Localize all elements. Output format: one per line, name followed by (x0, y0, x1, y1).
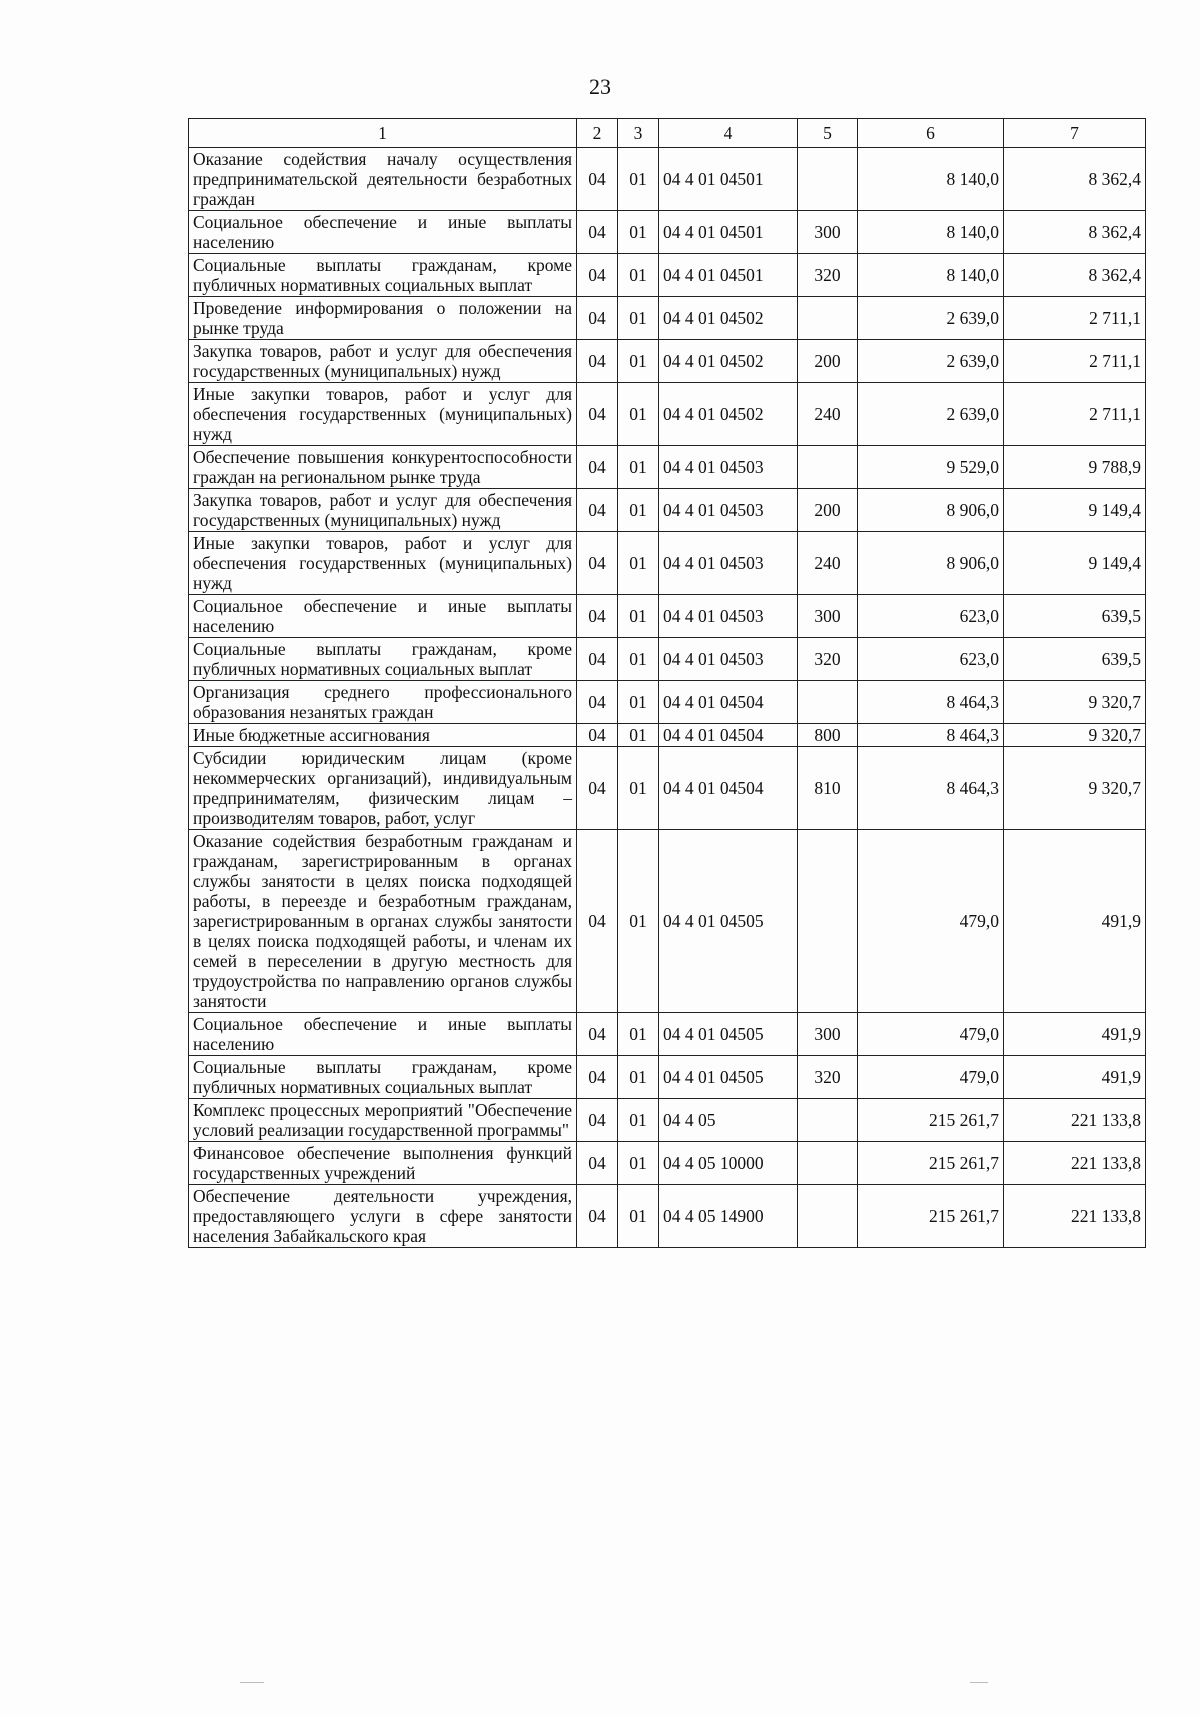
row-name: Проведение информирования о положении на рынке труда (189, 297, 577, 340)
row-subsection: 01 (618, 1142, 659, 1185)
row-subsection: 01 (618, 1056, 659, 1099)
scan-line (240, 1682, 264, 1683)
page-number: 23 (589, 74, 611, 99)
row-amount-year2: 9 320,7 (1004, 747, 1146, 830)
row-amount-year2: 491,9 (1004, 1056, 1146, 1099)
row-subsection: 01 (618, 340, 659, 383)
row-section: 04 (577, 340, 618, 383)
row-amount-year2: 221 133,8 (1004, 1099, 1146, 1142)
row-target-code: 04 4 01 04502 (659, 383, 798, 446)
row-expense-type (798, 297, 858, 340)
table-row (189, 1013, 1146, 1056)
row-name: Организация среднего профессионального образования незанятых граждан (189, 681, 577, 724)
row-name: Субсидии юридическим лицам (кроме некоммерческих организаций), индивидуальным предпринимателям, физическим лицам – производителям товаров, работ, услуг (189, 747, 577, 830)
row-expense-type: 300 (798, 211, 858, 254)
scan-line (970, 1682, 988, 1683)
row-amount-year2: 8 362,4 (1004, 254, 1146, 297)
row-amount-year1: 215 261,7 (858, 1142, 1004, 1185)
table-row (189, 724, 1146, 747)
row-target-code: 04 4 01 04505 (659, 830, 798, 1013)
row-name: Закупка товаров, работ и услуг для обеспечения государственных (муниципальных) нужд (189, 340, 577, 383)
table-row (189, 1142, 1146, 1185)
row-amount-year2: 8 362,4 (1004, 148, 1146, 211)
row-name: Финансовое обеспечение выполнения функций государственных учреждений (189, 1142, 577, 1185)
row-target-code: 04 4 01 04503 (659, 595, 798, 638)
row-subsection: 01 (618, 1013, 659, 1056)
row-subsection: 01 (618, 595, 659, 638)
row-target-code: 04 4 01 04504 (659, 724, 798, 747)
row-section: 04 (577, 489, 618, 532)
row-amount-year2: 639,5 (1004, 595, 1146, 638)
row-name: Оказание содействия началу осуществления предпринимательской деятельности безработных граждан (189, 148, 577, 211)
row-amount-year2: 9 320,7 (1004, 724, 1146, 747)
row-subsection: 01 (618, 211, 659, 254)
row-target-code: 04 4 05 14900 (659, 1185, 798, 1248)
row-amount-year1: 623,0 (858, 638, 1004, 681)
table-row (189, 446, 1146, 489)
table-row (189, 830, 1146, 1013)
row-amount-year2: 2 711,1 (1004, 340, 1146, 383)
row-section: 04 (577, 681, 618, 724)
row-amount-year1: 8 140,0 (858, 148, 1004, 211)
table-row (189, 254, 1146, 297)
row-amount-year1: 215 261,7 (858, 1185, 1004, 1248)
row-amount-year2: 2 711,1 (1004, 383, 1146, 446)
row-amount-year2: 221 133,8 (1004, 1142, 1146, 1185)
row-amount-year1: 8 906,0 (858, 532, 1004, 595)
row-amount-year2: 2 711,1 (1004, 297, 1146, 340)
column-header-5: 5 (798, 119, 858, 148)
row-section: 04 (577, 595, 618, 638)
row-expense-type: 800 (798, 724, 858, 747)
row-subsection: 01 (618, 383, 659, 446)
row-target-code: 04 4 01 04504 (659, 681, 798, 724)
row-section: 04 (577, 638, 618, 681)
row-target-code: 04 4 05 (659, 1099, 798, 1142)
row-expense-type: 240 (798, 383, 858, 446)
column-header-7: 7 (1004, 119, 1146, 148)
row-amount-year1: 9 529,0 (858, 446, 1004, 489)
row-section: 04 (577, 532, 618, 595)
row-target-code: 04 4 01 04502 (659, 340, 798, 383)
row-name: Комплекс процессных мероприятий "Обеспечение условий реализации государственной программы" (189, 1099, 577, 1142)
table-row (189, 638, 1146, 681)
row-expense-type (798, 681, 858, 724)
row-section: 04 (577, 1056, 618, 1099)
row-target-code: 04 4 01 04501 (659, 254, 798, 297)
row-target-code: 04 4 01 04505 (659, 1056, 798, 1099)
row-amount-year2: 9 149,4 (1004, 532, 1146, 595)
row-subsection: 01 (618, 1185, 659, 1248)
table-row (189, 211, 1146, 254)
row-section: 04 (577, 830, 618, 1013)
row-section: 04 (577, 148, 618, 211)
row-amount-year1: 8 140,0 (858, 211, 1004, 254)
row-target-code: 04 4 01 04501 (659, 148, 798, 211)
row-subsection: 01 (618, 747, 659, 830)
row-target-code: 04 4 05 10000 (659, 1142, 798, 1185)
row-section: 04 (577, 1185, 618, 1248)
table-row (189, 148, 1146, 211)
row-expense-type: 810 (798, 747, 858, 830)
row-amount-year1: 215 261,7 (858, 1099, 1004, 1142)
row-target-code: 04 4 01 04503 (659, 489, 798, 532)
row-amount-year2: 639,5 (1004, 638, 1146, 681)
row-amount-year1: 479,0 (858, 1013, 1004, 1056)
row-amount-year1: 2 639,0 (858, 297, 1004, 340)
row-amount-year1: 8 906,0 (858, 489, 1004, 532)
row-amount-year1: 8 464,3 (858, 681, 1004, 724)
row-expense-type: 300 (798, 1013, 858, 1056)
row-subsection: 01 (618, 489, 659, 532)
row-expense-type: 320 (798, 1056, 858, 1099)
row-target-code: 04 4 01 04503 (659, 446, 798, 489)
row-amount-year1: 623,0 (858, 595, 1004, 638)
row-expense-type: 200 (798, 489, 858, 532)
budget-table (188, 118, 1146, 1248)
row-name: Социальное обеспечение и иные выплаты населению (189, 211, 577, 254)
row-target-code: 04 4 01 04503 (659, 532, 798, 595)
row-name: Закупка товаров, работ и услуг для обеспечения государственных (муниципальных) нужд (189, 489, 577, 532)
table-row (189, 1185, 1146, 1248)
row-section: 04 (577, 747, 618, 830)
column-header-4: 4 (659, 119, 798, 148)
row-amount-year1: 8 464,3 (858, 724, 1004, 747)
column-header-6: 6 (858, 119, 1004, 148)
row-amount-year1: 2 639,0 (858, 340, 1004, 383)
row-expense-type (798, 446, 858, 489)
row-name: Иные закупки товаров, работ и услуг для обеспечения государственных (муниципальных) нужд (189, 383, 577, 446)
row-target-code: 04 4 01 04505 (659, 1013, 798, 1056)
row-section: 04 (577, 297, 618, 340)
table-row (189, 595, 1146, 638)
row-name: Социальное обеспечение и иные выплаты населению (189, 1013, 577, 1056)
row-amount-year2: 221 133,8 (1004, 1185, 1146, 1248)
row-subsection: 01 (618, 724, 659, 747)
table-row (189, 1056, 1146, 1099)
row-name: Иные закупки товаров, работ и услуг для обеспечения государственных (муниципальных) нужд (189, 532, 577, 595)
row-amount-year2: 491,9 (1004, 1013, 1146, 1056)
row-section: 04 (577, 1013, 618, 1056)
row-target-code: 04 4 01 04503 (659, 638, 798, 681)
row-section: 04 (577, 724, 618, 747)
row-section: 04 (577, 1099, 618, 1142)
table-row (189, 340, 1146, 383)
row-expense-type: 240 (798, 532, 858, 595)
row-name: Иные бюджетные ассигнования (189, 724, 577, 747)
row-amount-year2: 9 149,4 (1004, 489, 1146, 532)
row-section: 04 (577, 211, 618, 254)
row-section: 04 (577, 1142, 618, 1185)
row-expense-type (798, 1099, 858, 1142)
column-header-1: 1 (189, 119, 577, 148)
row-subsection: 01 (618, 254, 659, 297)
row-expense-type (798, 1142, 858, 1185)
table-row (189, 747, 1146, 830)
table-body (189, 148, 1146, 1248)
row-name: Социальные выплаты гражданам, кроме публичных нормативных социальных выплат (189, 638, 577, 681)
row-target-code: 04 4 01 04504 (659, 747, 798, 830)
row-name: Социальное обеспечение и иные выплаты населению (189, 595, 577, 638)
row-amount-year1: 479,0 (858, 1056, 1004, 1099)
column-header-2: 2 (577, 119, 618, 148)
row-amount-year1: 2 639,0 (858, 383, 1004, 446)
row-target-code: 04 4 01 04502 (659, 297, 798, 340)
row-amount-year1: 8 464,3 (858, 747, 1004, 830)
row-section: 04 (577, 446, 618, 489)
row-expense-type: 200 (798, 340, 858, 383)
row-subsection: 01 (618, 830, 659, 1013)
row-name: Обеспечение деятельности учреждения, предоставляющего услуги в сфере занятости населения Забайкальского края (189, 1185, 577, 1248)
row-amount-year2: 8 362,4 (1004, 211, 1146, 254)
row-name: Обеспечение повышения конкурентоспособности граждан на региональном рынке труда (189, 446, 577, 489)
header-row (189, 119, 1146, 148)
row-subsection: 01 (618, 638, 659, 681)
row-subsection: 01 (618, 532, 659, 595)
row-subsection: 01 (618, 297, 659, 340)
table-row (189, 532, 1146, 595)
row-amount-year2: 9 788,9 (1004, 446, 1146, 489)
row-subsection: 01 (618, 148, 659, 211)
row-subsection: 01 (618, 446, 659, 489)
table-row (189, 681, 1146, 724)
row-section: 04 (577, 254, 618, 297)
row-amount-year2: 491,9 (1004, 830, 1146, 1013)
row-name: Оказание содействия безработным гражданам и гражданам, зарегистрированным в органах службы занятости в целях поиска подходящей работы, в переезде и безработным гражданам, зарегистрированным в органах службы занятости в целях поиска подходящей работы, и членам их семей в переселении в другую местность для трудоустройства по направлению органов службы занятости (189, 830, 577, 1013)
table-row (189, 1099, 1146, 1142)
row-target-code: 04 4 01 04501 (659, 211, 798, 254)
column-header-3: 3 (618, 119, 659, 148)
table-row (189, 383, 1146, 446)
row-subsection: 01 (618, 681, 659, 724)
row-amount-year1: 8 140,0 (858, 254, 1004, 297)
row-name: Социальные выплаты гражданам, кроме публичных нормативных социальных выплат (189, 254, 577, 297)
row-amount-year2: 9 320,7 (1004, 681, 1146, 724)
row-expense-type (798, 830, 858, 1013)
table-row (189, 489, 1146, 532)
row-expense-type: 320 (798, 254, 858, 297)
row-expense-type (798, 1185, 858, 1248)
row-expense-type: 300 (798, 595, 858, 638)
table-row (189, 297, 1146, 340)
row-expense-type: 320 (798, 638, 858, 681)
row-name: Социальные выплаты гражданам, кроме публичных нормативных социальных выплат (189, 1056, 577, 1099)
row-section: 04 (577, 383, 618, 446)
row-amount-year1: 479,0 (858, 830, 1004, 1013)
row-expense-type (798, 148, 858, 211)
row-subsection: 01 (618, 1099, 659, 1142)
